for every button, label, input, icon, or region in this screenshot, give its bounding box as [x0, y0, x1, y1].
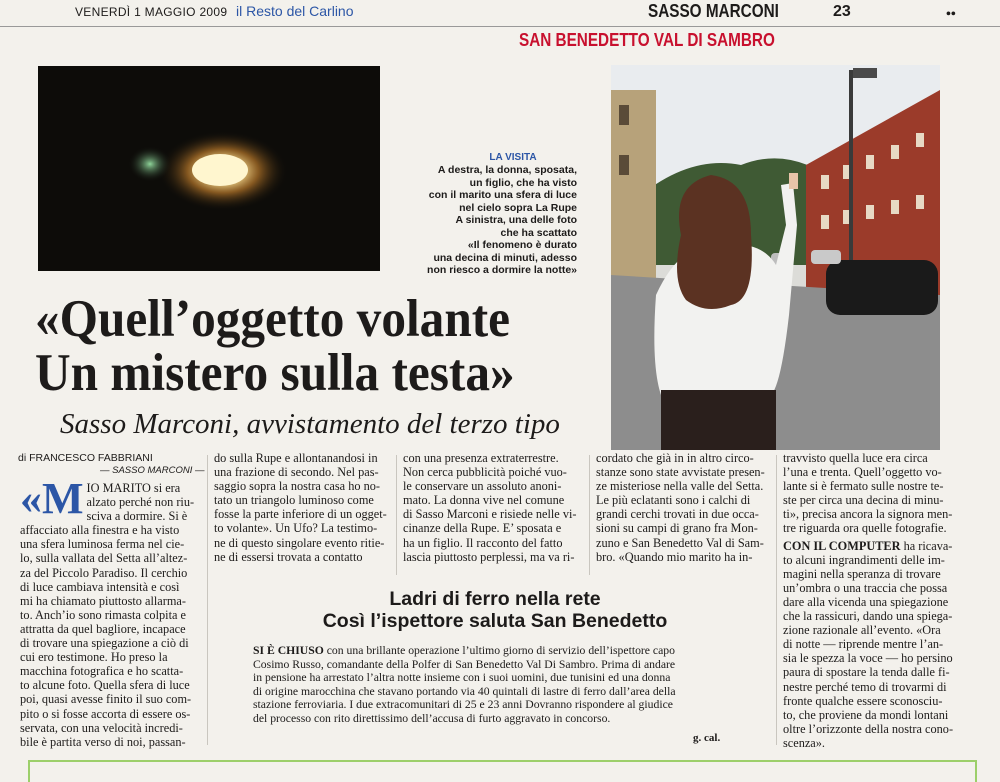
header-ornament: •• [946, 7, 956, 22]
text-line: del processo con rito direttissimo dell’accusa di furto aggravato in concorso. [253, 711, 611, 725]
caption-label: LA VISITA [489, 152, 537, 163]
text-line: tato un triangolo luminoso come [214, 493, 374, 508]
text-line: macchina fotografica e ho scatta- [20, 664, 184, 679]
dateline: — SASSO MARCONI — [100, 465, 205, 476]
ufo-night-photo [38, 66, 380, 271]
column-divider [207, 455, 208, 745]
text-line: do sulla Rupe e allontanandosi in [214, 451, 378, 465]
column-divider [396, 455, 397, 575]
text-line: bro. «Quando mio marito ha in- [596, 549, 753, 564]
text-line: l’una e trenta. Quell’oggetto vo- [783, 465, 942, 480]
byline: di FRANCESCO FABBRIANI [18, 452, 153, 464]
article-subheadline: Sasso Marconi, avvistamento del terzo tipo [60, 408, 560, 440]
caption-line: un figlio, che ha visto [469, 176, 577, 189]
text-line: attratta da quel bagliore, incapace [20, 621, 186, 636]
caption-line: A sinistra, una delle foto [455, 214, 577, 226]
article-column-5 [783, 451, 959, 750]
photo-caption [395, 164, 577, 277]
text-line: ti», precisa ancora la signora men- [783, 507, 953, 522]
bottom-frame [28, 760, 977, 782]
text-line: tre riguarda ora quelle fotografie. [783, 521, 947, 536]
text-line: travvisto quella luce era circa [783, 451, 928, 465]
text-line: stazione ferroviaria. I due extracomunitari di 25 e 23 anni Dovranno rispondere al giudice [253, 698, 673, 712]
text-line: una frazione di secondo. Nel pas- [214, 465, 379, 480]
subsection-title: SAN BENEDETTO VAL DI SAMBRO [519, 30, 775, 50]
newspaper-name: il Resto del Carlino [236, 3, 354, 19]
paragraph-lead [783, 539, 959, 553]
text-line: una sfera luminosa ferma nel cie- [20, 537, 185, 552]
text-line: to alcune foto. Quella sfera di luce [20, 678, 190, 693]
text-line: poi, quasi avesse finito il suo com- [20, 692, 192, 707]
text-line: lascia piuttosto perplessi, ma va ri- [403, 549, 575, 564]
text-line: cinanze della Rupe. E’ sposata e [403, 521, 562, 536]
text-line: stanze sono state avvistate presen- [596, 465, 765, 480]
text-line: Le più eclatanti sono i calchi di [596, 493, 751, 508]
text-line: affacciato alla finestra e ha visto [20, 523, 180, 538]
text-line: paura di spostare la tenda dalle fi- [783, 665, 950, 680]
text-line: di origine marocchina che stavano portando via 40 quintali di lastre di ferro dall’area della [253, 684, 676, 698]
woman-pointing-photo [611, 65, 940, 450]
text-line: sciva a dormire. Si è [86, 509, 188, 524]
text-line: Non cerca pubblicità poiché vuo- [403, 465, 567, 480]
caption-line: che ha scattato [500, 226, 577, 239]
text-line: ste per circa una decina di minu- [783, 493, 944, 508]
article-column-2 [214, 451, 390, 564]
caption-line: «Il fenomeno è durato [467, 239, 577, 251]
text-line: di trovare una spiegazione a ciò di [20, 636, 189, 651]
text-line: dare alla vicenda una spiegazione [783, 594, 949, 609]
text-line: to alcuni ingrandimenti delle im- [783, 552, 945, 567]
text-line: cordato che già in in altro circo- [596, 451, 754, 465]
text-line: in pensione ha arrestato l’altra notte insieme con i suoi uomini, due tunisini ed una donna [253, 671, 671, 685]
text-line: ze misteriose nella valle del Setta. [596, 479, 764, 494]
secondary-article-body [253, 644, 753, 726]
column-divider [776, 455, 777, 745]
caption-line: non riesco a dormire la notte» [427, 264, 577, 276]
text-line: mi ha chiamato piuttosto allarma- [20, 593, 186, 608]
article-column-1 [20, 474, 200, 749]
caption-line: A destra, la donna, sposata, [437, 164, 577, 176]
author-signature: g. cal. [693, 732, 721, 744]
text-line: ha un figlio. Il racconto del fatto [403, 535, 563, 550]
header-rule [0, 26, 1000, 27]
text-line: servata, con una velocità incredi- [20, 720, 183, 735]
article-headline [35, 292, 565, 400]
text-line: fronte qualche essere sconosciu- [783, 693, 943, 708]
issue-date: VENERDÌ 1 MAGGIO 2009 [75, 5, 228, 19]
text-line: pito o si fosse accorta di essere os- [20, 706, 191, 721]
text-line: sia le spezza la voce — ho persino [783, 651, 953, 666]
text-line: ne di essersi trovata a contatto [214, 549, 363, 564]
lead-rest: ha ricava- [900, 538, 953, 553]
text-line: saggio sopra la nostra casa ho no- [214, 479, 380, 494]
text-line: Cosimo Russo, comandante della Polfer di San Benedetto Val Di Sambro. Prima di andare [253, 657, 676, 671]
text-line: to. Anch’io sono rimasta colpita e [20, 607, 186, 622]
text-line: di notte — riprende mentre l’an- [783, 637, 944, 652]
text-line: lo, sulla vallata del Setta all’altez- [20, 551, 188, 566]
text-line: nestre perché temo di trovarmi di [783, 679, 947, 694]
text-line: oltre l’orizzonte della nostra cono- [783, 721, 954, 736]
drop-cap: «M [20, 474, 84, 523]
caption-line: nel cielo sopra La Rupe [459, 201, 577, 214]
secondary-headline [260, 588, 730, 632]
headline-line: Così l’ispettore saluta San Benedetto [322, 610, 668, 632]
headline-line: «Quell’oggetto volante [35, 290, 511, 348]
text-line: mato. La donna vive nel comune [403, 493, 565, 508]
column-divider [589, 455, 590, 575]
caption-line: una decina di minuti, adesso [433, 251, 577, 264]
text-line: lante si è fermato sulle nostre te- [783, 479, 944, 494]
article-column-3 [403, 451, 581, 564]
text-line: di Sasso Marconi e risiede nelle vi- [403, 507, 577, 522]
text-line [253, 644, 753, 658]
text-line: cui ero testimone. Ho preso la [20, 650, 168, 665]
text-line: le conservare un assoluto anoni- [403, 479, 562, 494]
page-number: 23 [833, 3, 851, 20]
text-line: to volante». Un Ufo? La testimo- [214, 521, 378, 536]
text-line: un’ombra o una traccia che possa [783, 580, 948, 595]
text-line: ne di questo singolare evento ritie- [214, 535, 385, 550]
text-line: to, che proviene da mondi lontani [783, 707, 949, 722]
lead-in: SI È CHIUSO [253, 644, 324, 657]
text-line: grandi cerchi trovati in due occa- [596, 507, 759, 522]
text-line: magini nella speranza di trovare [783, 566, 941, 581]
lead-rest: con una brillante operazione l’ultimo giorno di servizio dell’ispettore capo [323, 644, 675, 657]
text-line: alzato perché non riu- [86, 495, 195, 510]
text-line: zione razionale all’evento. «Ora [783, 623, 941, 638]
text-line: che la rassicuri, dando una spiega- [783, 609, 953, 624]
caption-line: con il marito una sfera di luce [428, 189, 577, 201]
section-title: SASSO MARCONI [648, 1, 779, 21]
text-line: fosse la parte inferiore di un ogget- [214, 507, 387, 522]
text-line: di luce cambiava intensità e così [20, 579, 180, 594]
headline-line: Un mistero sulla testa» [35, 344, 515, 402]
text-line: za del Piccolo Paradiso. Il cerchio [20, 565, 188, 580]
text-line: bile è partita verso di noi, passan- [20, 734, 186, 749]
text-line: zuno e San Benedetto Val di Sam- [596, 535, 764, 550]
article-column-4 [596, 451, 768, 564]
text-line: IO MARITO si era [86, 481, 181, 495]
lead-in: CON IL COMPUTER [783, 538, 901, 553]
text-line: scenza». [783, 735, 825, 750]
text-line: sioni su campi di grano fra Mon- [596, 521, 758, 536]
headline-line: Ladri di ferro nella rete [389, 588, 601, 610]
text-line: con una presenza extraterrestre. [403, 451, 559, 465]
